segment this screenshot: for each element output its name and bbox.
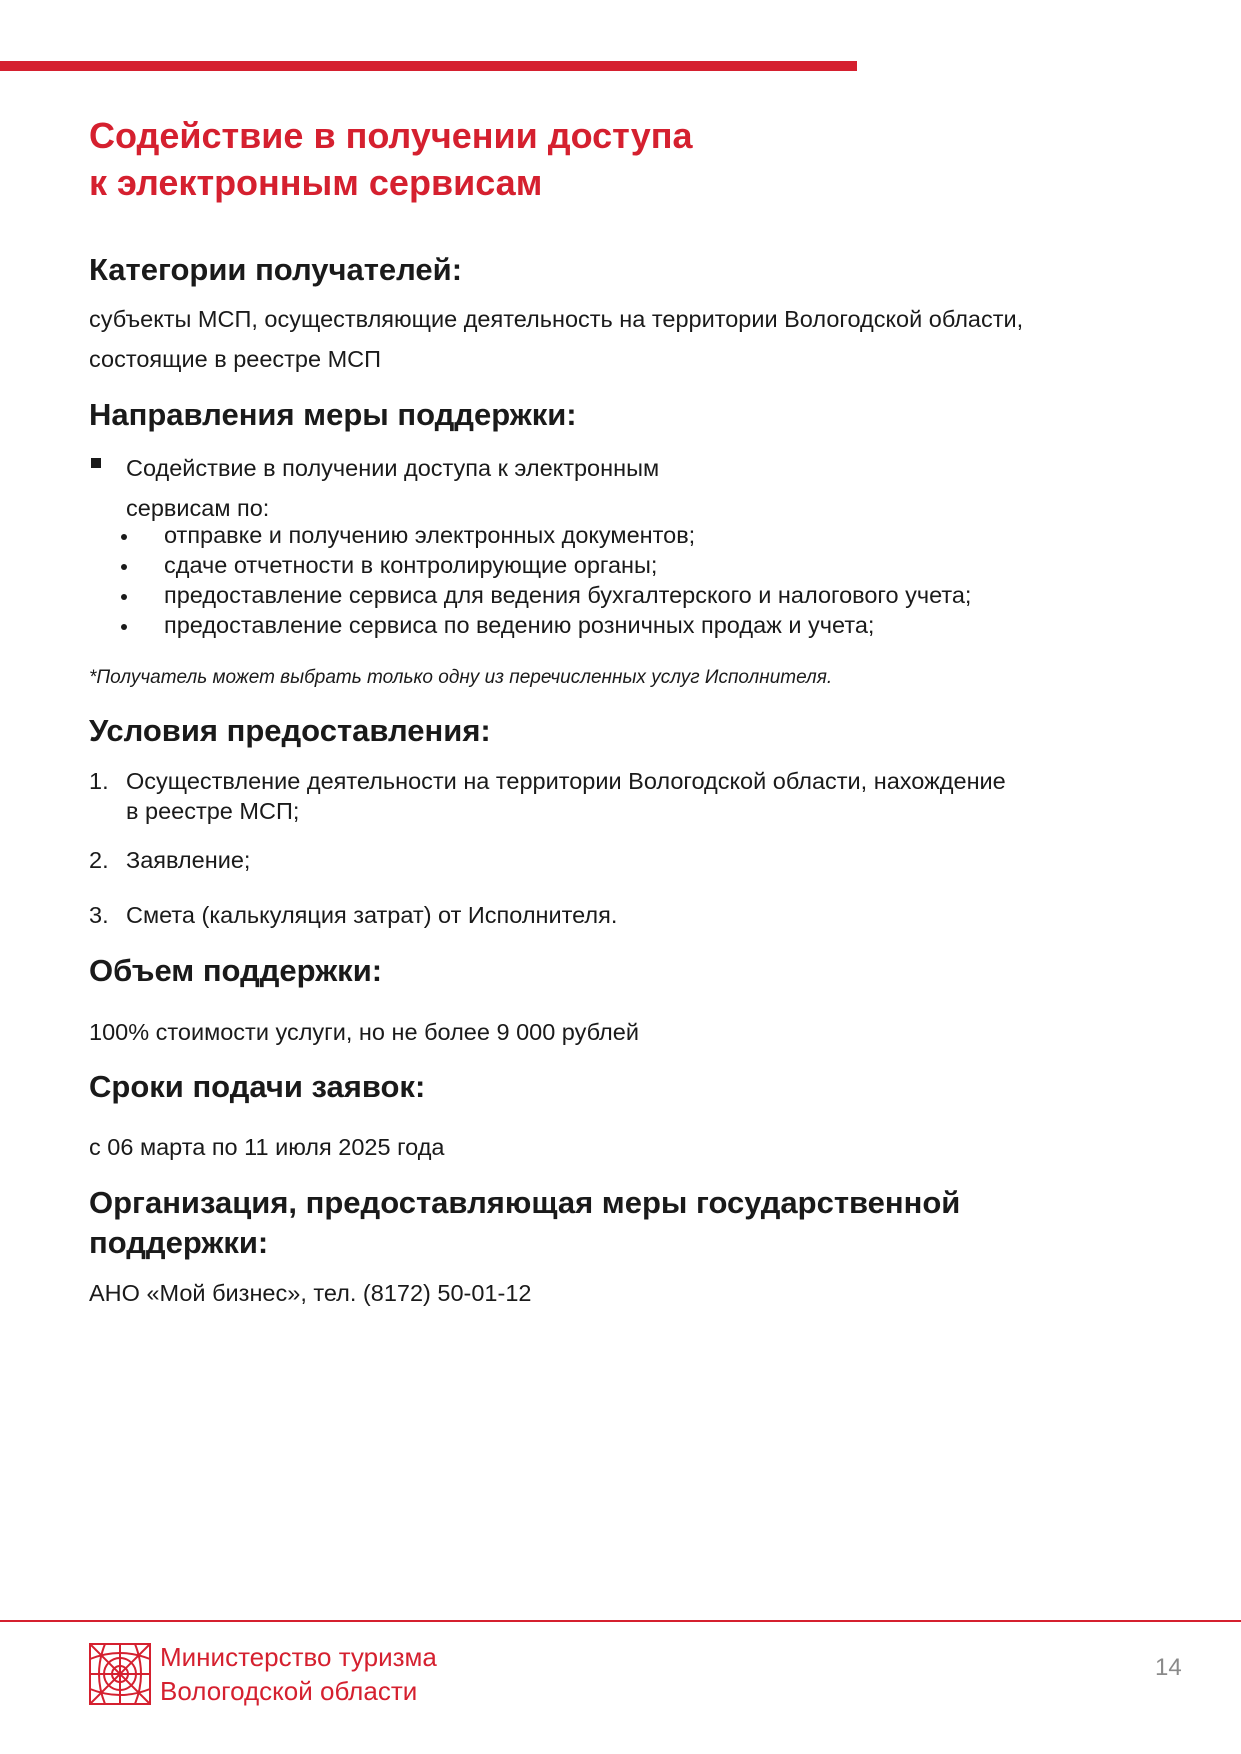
directions-list [110, 520, 971, 640]
condition-item-3 [89, 900, 617, 930]
page-title-line-2: к электронным сервисам [89, 162, 543, 203]
categories-text-line-1: субъекты МСП, осуществляющие деятельность на территории Вологодской области, [89, 306, 1024, 332]
list-item-text: предоставление сервиса для ведения бухгалтерского и налогового учета; [164, 582, 972, 608]
ministry-name-line-1: Министерство туризма [160, 1642, 437, 1672]
bullet-dot-icon [121, 624, 127, 630]
bullet-dot-icon [121, 594, 127, 600]
volume-heading: Объем поддержки: [89, 953, 383, 988]
organization-heading [89, 1183, 960, 1263]
organization-text: АНО «Мой бизнес», тел. (8172) 50-01-12 [89, 1280, 532, 1306]
directions-heading: Направления меры поддержки: [89, 397, 577, 432]
condition-text-line-2: в реестре МСП; [126, 798, 300, 824]
organization-heading-line-1: Организация, предоставляющая меры государственной [89, 1185, 961, 1220]
page-title-line-1: Содействие в получении доступа [89, 115, 693, 156]
directions-main-line-1: Содействие в получении доступа к электронным [126, 455, 660, 481]
condition-number: 2. [89, 847, 109, 873]
condition-text: Заявление; [126, 847, 251, 873]
condition-text-line-1: Осуществление деятельности на территории Вологодской области, нахождение [126, 768, 1006, 794]
condition-text [126, 766, 1006, 826]
footer-divider [0, 1620, 1241, 1622]
list-item [110, 610, 971, 640]
directions-main-item [126, 448, 659, 528]
condition-item-2 [89, 845, 250, 875]
list-item-text: сдаче отчетности в контролирующие органы; [164, 552, 658, 578]
conditions-heading: Условия предоставления: [89, 713, 491, 748]
ministry-name-line-2: Вологодской области [160, 1676, 418, 1706]
categories-text [89, 299, 1023, 379]
ministry-name [160, 1640, 437, 1708]
deadlines-heading: Сроки подачи заявок: [89, 1069, 426, 1104]
categories-heading: Категории получателей: [89, 252, 463, 287]
page-title [89, 112, 692, 206]
condition-number: 3. [89, 902, 109, 928]
top-accent-bar [0, 61, 857, 71]
page-number: 14 [1155, 1654, 1182, 1681]
list-item [110, 550, 971, 580]
directions-note: *Получатель может выбрать только одну из перечисленных услуг Исполнителя. [89, 667, 833, 688]
categories-text-line-2: состоящие в реестре МСП [89, 346, 382, 372]
condition-number: 1. [89, 768, 109, 794]
volume-text: 100% стоимости услуги, но не более 9 000 рублей [89, 1019, 639, 1045]
list-item [110, 520, 971, 550]
list-item-text: предоставление сервиса по ведению розничных продаж и учета; [164, 612, 875, 638]
ministry-logo-icon [89, 1643, 151, 1705]
condition-item-1 [89, 766, 1006, 826]
bullet-dot-icon [121, 534, 127, 540]
deadlines-text: с 06 марта по 11 июля 2025 года [89, 1134, 445, 1160]
directions-main-line-2: сервисам по: [126, 495, 270, 521]
list-item [110, 580, 971, 610]
bullet-dot-icon [121, 564, 127, 570]
organization-heading-line-2: поддержки: [89, 1225, 269, 1260]
condition-text: Смета (калькуляция затрат) от Исполнителя. [126, 902, 618, 928]
list-item-text: отправке и получению электронных документов; [164, 522, 696, 548]
square-bullet-icon [91, 458, 101, 468]
